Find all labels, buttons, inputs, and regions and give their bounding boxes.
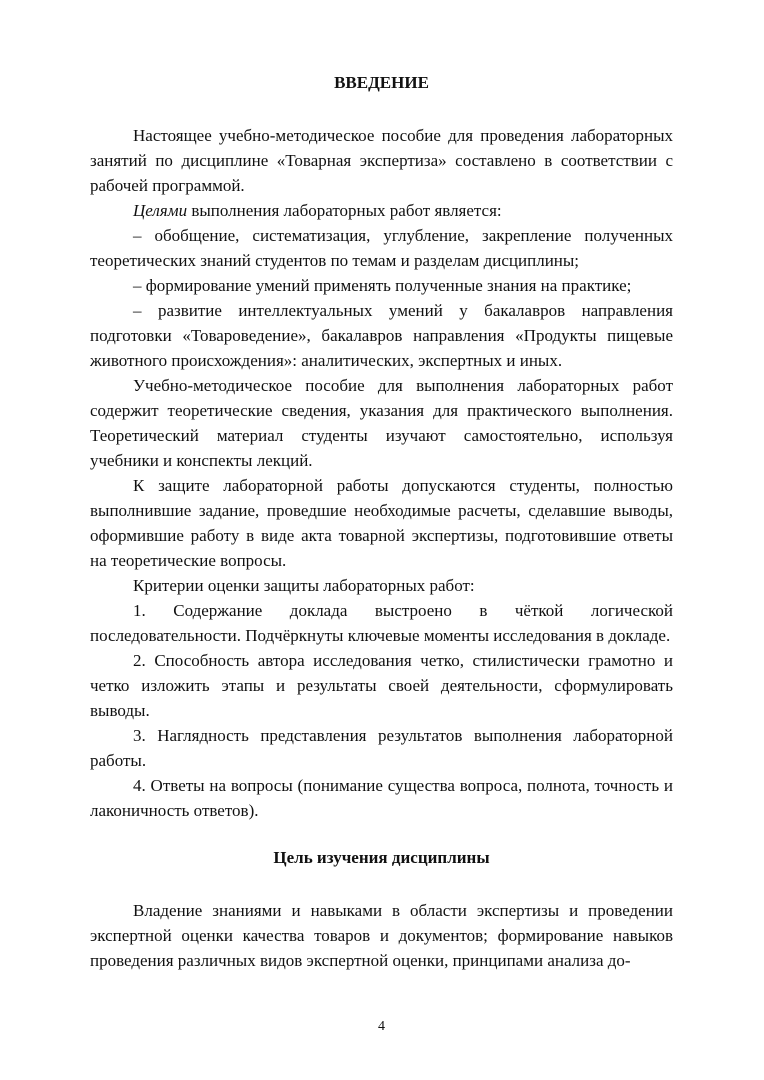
criteria-item: 2. Способность автора исследования четко, стилистически грамотно и четко изложить этапы и результаты своей деятельности, сформулировать выводы. <box>90 651 673 720</box>
document-page <box>90 0 673 1080</box>
list-item: – развитие интеллектуальных умений у бакалавров направления подготовки «Товароведение», бакалавров направления «Продукты пищевые животного происхождения»: аналитических, экспертных и иных. <box>90 301 673 370</box>
paragraph: Критерии оценки защиты лабораторных работ: <box>133 576 475 595</box>
section-title-goal: Цель изучения дисциплины <box>273 848 490 867</box>
criteria-item: 1. Содержание доклада выстроено в чёткой логической последовательности. Подчёркнуты ключевые моменты исследования в докладе. <box>90 601 673 645</box>
list-item: – обобщение, систематизация, углубление, закрепление полученных теоретических знаний студентов по темам и разделам дисциплины; <box>90 226 673 270</box>
emphasis-text: Целями <box>133 201 188 220</box>
paragraph <box>90 198 673 223</box>
criteria-item: 3. Наглядность представления результатов выполнения лабораторной работы. <box>90 726 673 770</box>
paragraph-text: выполнения лабораторных работ является: <box>187 201 502 220</box>
introduction-text <box>90 123 673 823</box>
section-title-introduction: ВВЕДЕНИЕ <box>334 73 429 92</box>
page-number: 4 <box>378 1019 385 1034</box>
paragraph: К защите лабораторной работы допускаются студенты, полностью выполнившие задание, проведшие необходимые расчеты, сделавшие выводы, оформившие работу в виде акта товарной экспертизы, подготовившие ответы на теоретические вопросы. <box>90 476 673 570</box>
paragraph: Владение знаниями и навыками в области экспертизы и проведении экспертной оценки качества товаров и документов; формирование навыков проведения различных видов экспертной оценки, принципами анализа до- <box>90 901 673 970</box>
goal-text <box>90 898 673 973</box>
paragraph: Настоящее учебно-методическое пособие для проведения лабораторных занятий по дисциплине «Товарная экспертиза» составлено в соответствии с рабочей программой. <box>90 126 673 195</box>
paragraph: Учебно-методическое пособие для выполнения лабораторных работ содержит теоретические сведения, указания для практического выполнения. Теоретический материал студенты изучают самостоятельно, используя учебники и конспекты лекций. <box>90 376 673 470</box>
criteria-item: 4. Ответы на вопросы (понимание существа вопроса, полнота, точность и лаконичность ответов). <box>90 776 673 820</box>
list-item: – формирование умений применять полученные знания на практике; <box>133 276 632 295</box>
